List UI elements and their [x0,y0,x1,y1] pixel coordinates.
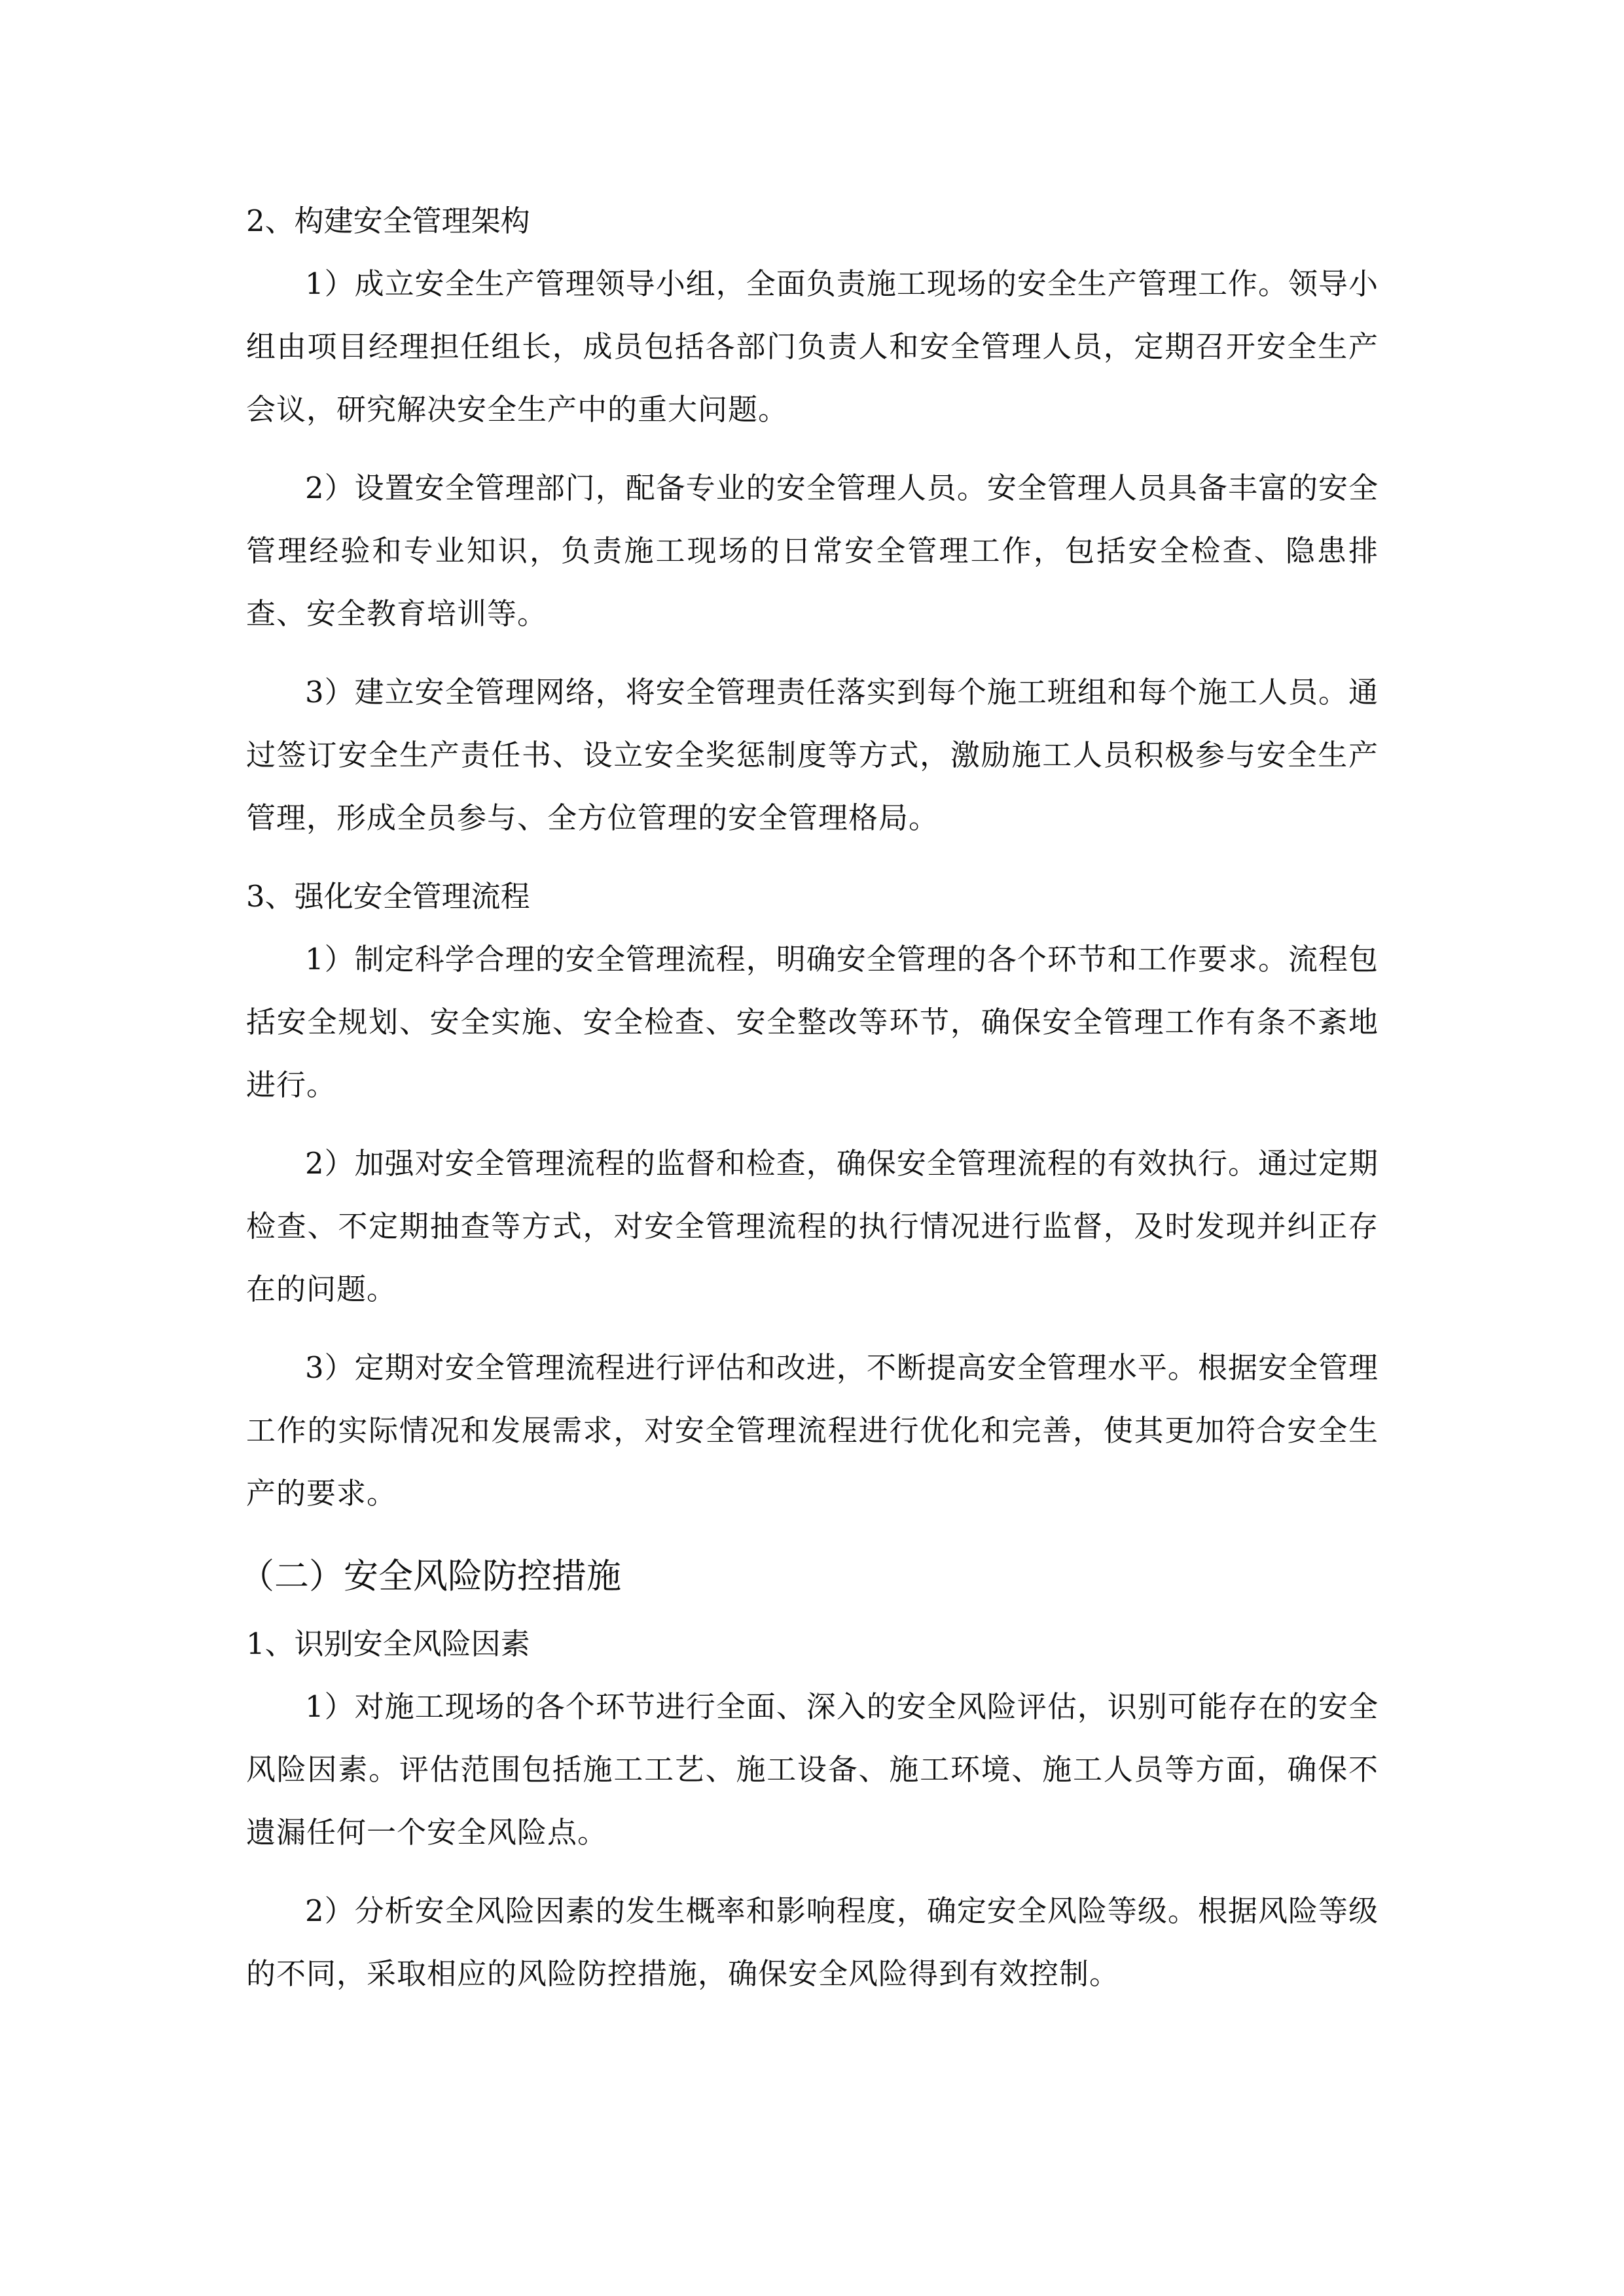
section-heading: （二）安全风险防控措施 [240,1556,621,1596]
document-body [240,190,1379,2021]
paragraph: 3）定期对安全管理流程进行评估和改进，不断提高安全管理水平。根据安全管理工作的实际情况和发展需求，对安全管理流程进行优化和完善，使其更加符合安全生产的要求。 [246,1350,1379,1511]
subsection-heading-2: 2、构建安全管理架构 [246,204,530,238]
subsection-heading-3: 3、强化安全管理流程 [246,879,530,914]
paragraph: 2）分析安全风险因素的发生概率和影响程度，确定安全风险等级。根据风险等级的不同，采取相应的风险防控措施，确保安全风险得到有效控制。 [246,1893,1379,1991]
subsection-heading-1: 1、识别安全风险因素 [246,1626,530,1661]
paragraph: 1）对施工现场的各个环节进行全面、深入的安全风险评估，识别可能存在的安全风险因素。评估范围包括施工工艺、施工设备、施工环境、施工人员等方面，确保不遗漏任何一个安全风险点。 [246,1689,1379,1850]
paragraph: 2）加强对安全管理流程的监督和检查，确保安全管理流程的有效执行。通过定期检查、不定期抽查等方式，对安全管理流程的执行情况进行监督，及时发现并纠正存在的问题。 [246,1146,1379,1306]
paragraph: 1）制定科学合理的安全管理流程，明确安全管理的各个环节和工作要求。流程包括安全规划、安全实施、安全检查、安全整改等环节，确保安全管理工作有条不紊地进行。 [246,942,1379,1102]
paragraph: 2）设置安全管理部门，配备专业的安全管理人员。安全管理人员具备丰富的安全管理经验和专业知识，负责施工现场的日常安全管理工作，包括安全检查、隐患排查、安全教育培训等。 [246,471,1379,631]
paragraph: 1）成立安全生产管理领导小组，全面负责施工现场的安全生产管理工作。领导小组由项目经理担任组长，成员包括各部门负责人和安全管理人员，定期召开安全生产会议，研究解决安全生产中的重大问题。 [246,266,1379,427]
paragraph: 3）建立安全管理网络，将安全管理责任落实到每个施工班组和每个施工人员。通过签订安全生产责任书、设立安全奖惩制度等方式，激励施工人员积极参与安全生产管理，形成全员参与、全方位管理的安全管理格局。 [246,675,1379,835]
